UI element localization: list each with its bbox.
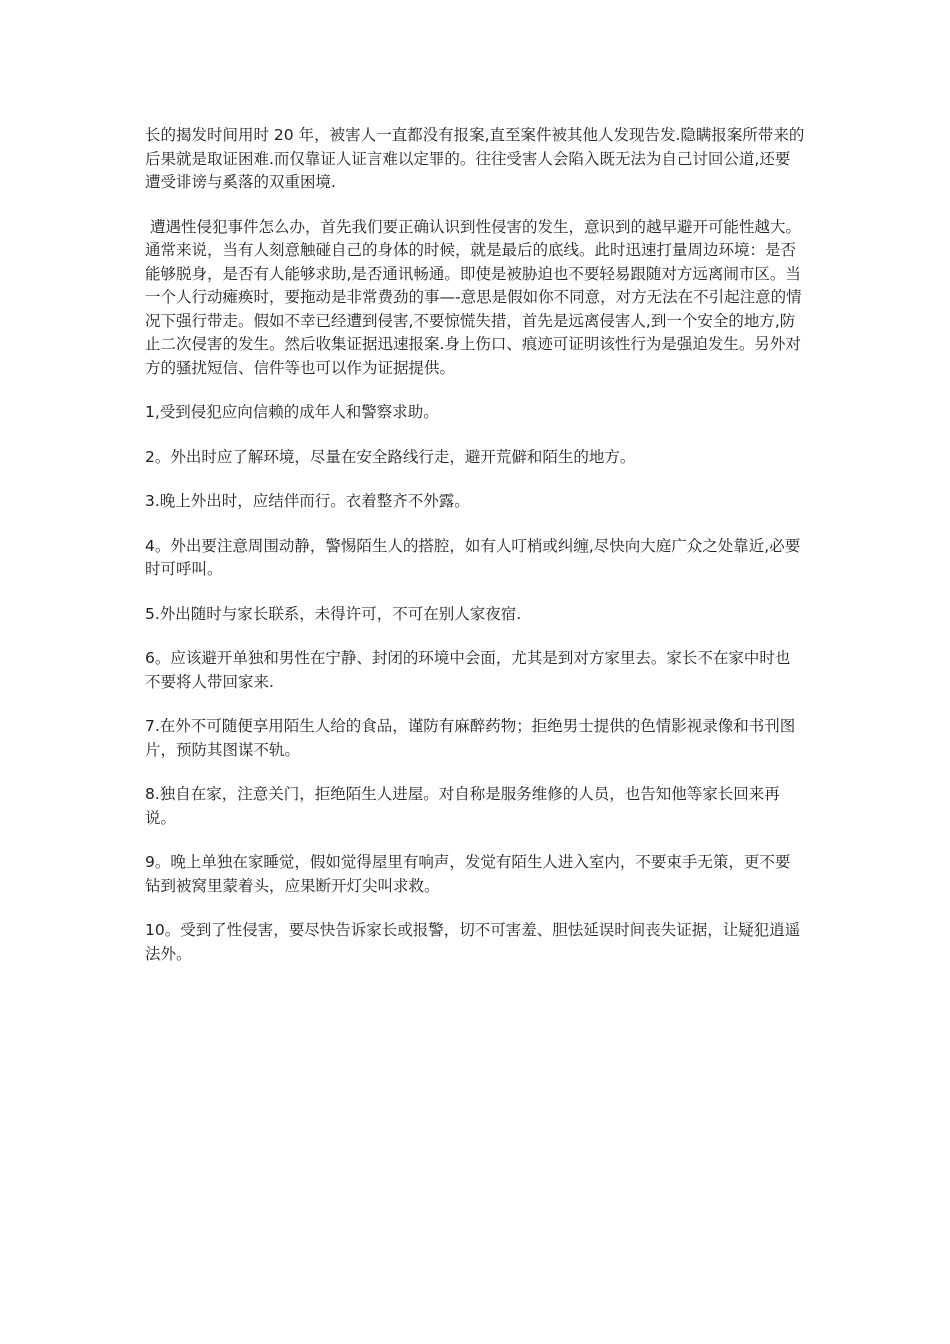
paragraph-response-advice: 遭遇性侵犯事件怎么办，首先我们要正确认识到性侵害的发生，意识到的越早避开可能性越大。通常来说，当有人刻意触碰自己的身体的时候，就是最后的底线。此时迅速打量周边环境：是否能够脱身，是否有人能够求助,是否通讯畅通。即使是被胁迫也不要轻易跟随对方远离闹市区。当一个人行动瘫痪时，要拖动是非常费劲的事—-意思是假如你不同意，对方无法在不引起注意的情况下强行带走。假如不幸已经遭到侵害,不要惊慌失措，首先是远离侵害人,到一个安全的地方,防止二次侵害的发生。然后收集证据迅速报案.身上伤口、痕迹可证明该性行为是强迫发生。另外对方的骚扰短信、信件等也可以作为证据提供。: [145, 217, 802, 377]
list-item-9: 9。晚上单独在家睡觉，假如觉得屋里有响声，发觉有陌生人进入室内，不要束手无策，更不要钻到被窝里蒙着头，应果断开灯尖叫求救。: [145, 853, 791, 895]
paragraph-intro-continuation: 长的揭发时间用时 20 年，被害人一直都没有报案,直至案件被其他人发现告发.隐瞒报案所带来的后果就是取证困难.而仅靠证人证言难以定罪的。往往受害人会陷入既无法为自己讨回公道,还要遭受诽谤与奚落的双重困境.: [145, 126, 805, 191]
list-item-1: 1,受到侵犯应向信赖的成年人和警察求助。: [145, 403, 439, 421]
list-item-4: 4。外出要注意周围动静，警惕陌生人的搭腔，如有人叮梢或纠缠,尽快向大庭广众之处靠近,必要时可呼叫。: [145, 536, 801, 578]
list-item-8: 8.独自在家，注意关门，拒绝陌生人进屋。对自称是服务维修的人员，也告知他等家长回来再说。: [145, 785, 780, 827]
list-item-3: 3.晚上外出时，应结伴而行。衣着整齐不外露。: [145, 492, 470, 510]
list-item-7: 7.在外不可随便享用陌生人给的食品，谨防有麻醉药物；拒绝男士提供的色情影视录像和书刊图片，预防其图谋不轨。: [145, 717, 796, 759]
list-item-10: 10。受到了性侵害，要尽快告诉家长或报警，切不可害羞、胆怯延误时间丧失证据，让疑犯逍遥法外。: [145, 921, 801, 963]
list-item-6: 6。应该避开单独和男性在宁静、封闭的环境中会面，尤其是到对方家里去。家长不在家中时也不要将人带回家来.: [145, 649, 791, 691]
list-item-5: 5.外出随时与家长联系，未得许可，不可在别人家夜宿.: [145, 604, 522, 623]
document-page: [145, 124, 805, 987]
list-item-2: 2。外出时应了解环境，尽量在安全路线行走，避开荒僻和陌生的地方。: [145, 447, 636, 466]
